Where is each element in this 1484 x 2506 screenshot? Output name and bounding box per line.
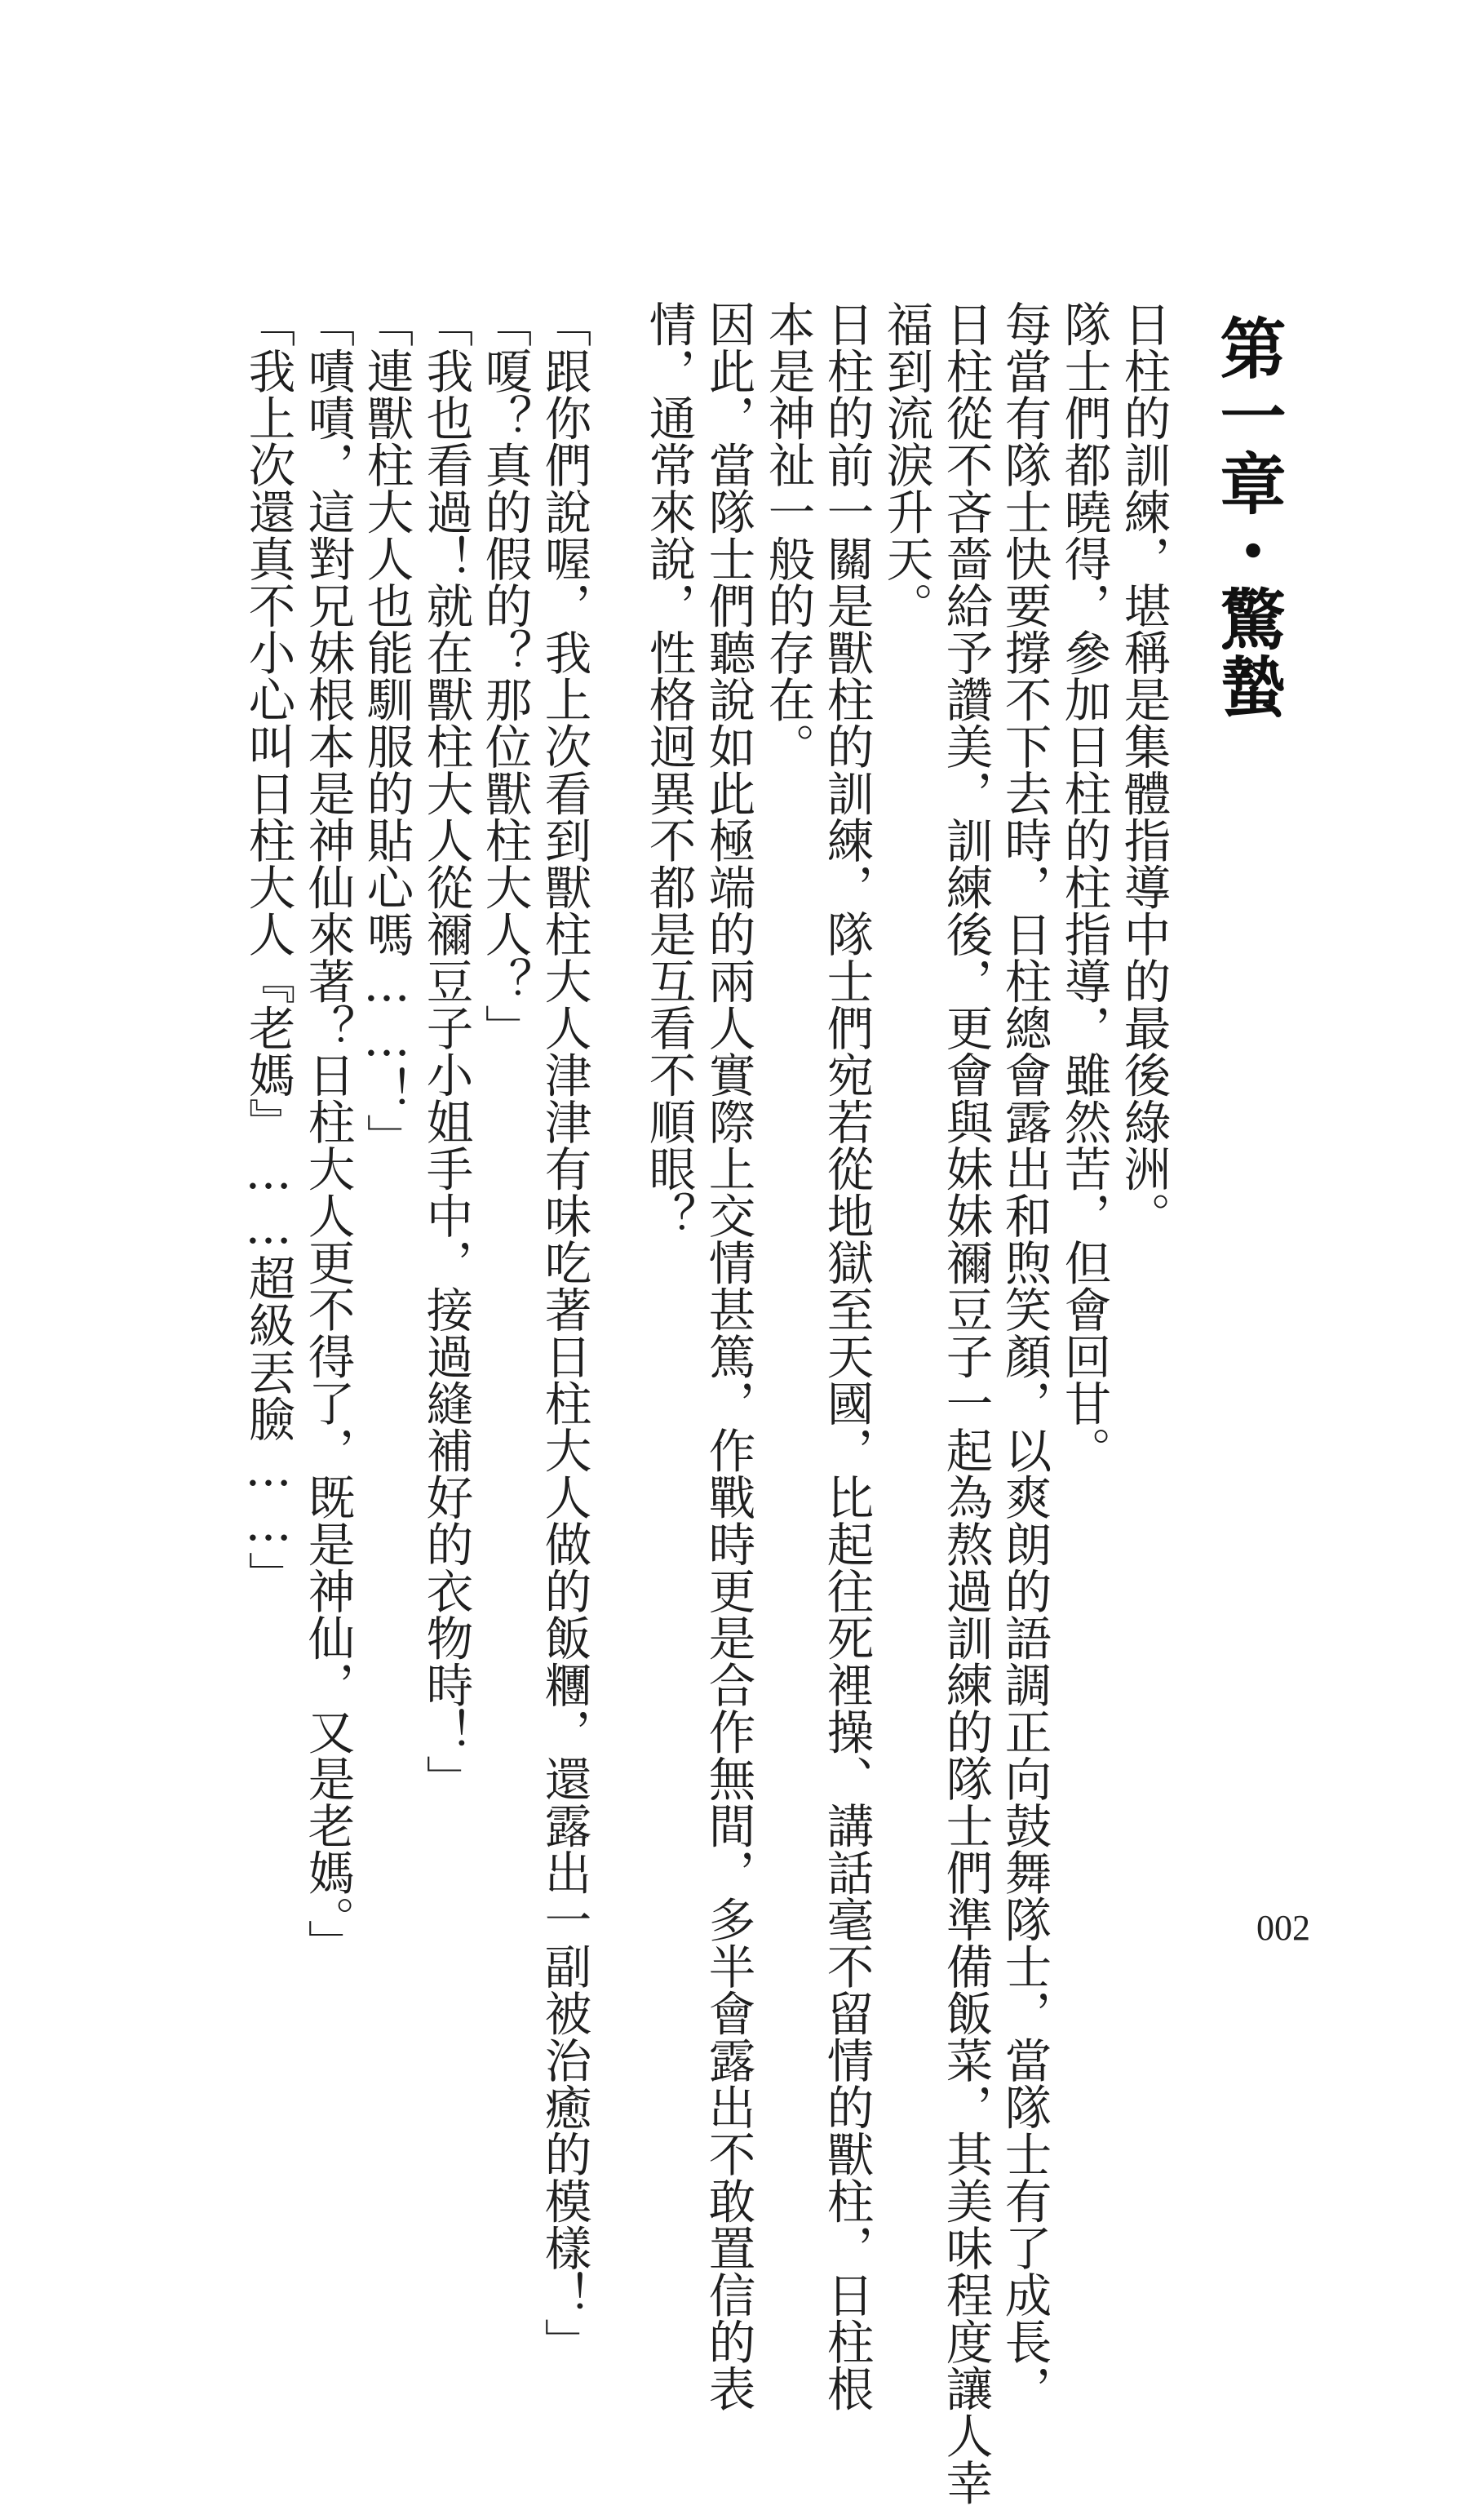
dialogue-line: 「嗄？真的假的？那位獸柱大人？」 [477, 300, 533, 1051]
dialogue-line: 「嘖嘖，這對兄妹根本是神仙來著？日柱大人更不得了，既是神仙，又是老媽。」 [300, 300, 356, 1967]
paragraph-line: 因此，當隊士們聽說如此極端的兩人實際上交情甚篤，作戰時更是合作無間，多半會露出不敢置信的表 [701, 300, 756, 2412]
paragraph-line: 日柱的訓練，堪稱是集體指導中的最後綠洲。 [1116, 300, 1172, 1239]
dialogue-line: 「我也看過！就在獸柱大人從禰豆子小姐手中，接過縫補好的衣物時！」 [419, 300, 474, 1802]
paragraph-line: 隊士們都曉得，參加日柱的柱指導，雖然苦，但會回甘。 [1057, 300, 1112, 1474]
paragraph-line: 每當有隊士快要撐不下去時，日柱總會露出和煦笑顏，以爽朗的語調正向鼓舞隊士，當隊士有了成長， [997, 300, 1052, 2412]
paragraph-line: 日柱從不吝嗇給予讚美，訓練後，更會與妹妹禰豆子一起為熬過訓練的隊士們準備飯菜，其美味程度讓人幸 [938, 300, 994, 2506]
paragraph-line: 情，通常來說，性格迥異不都是互看不順眼？ [641, 300, 697, 1239]
page-number: 002 [1256, 1908, 1310, 1948]
paragraph-line: 日柱的前一關是獸柱的訓練，隊士們宛若從地獄至天國，比起往死裡操、講話毫不留情的獸柱，日柱根 [819, 300, 875, 2412]
paragraph-line: 本是神祉一般的存在。 [760, 300, 816, 770]
dialogue-line: 「跟你們說喔，我上次看到獸柱大人津津有味吃著日柱大人做的飯糰，還露出一副被治癒的模樣！」 [537, 300, 592, 2365]
chapter-title: 第一章・驚蟄 [1209, 314, 1287, 721]
paragraph-line: 福到流淚升天。 [879, 300, 934, 629]
dialogue-line: 「連獸柱大人也能馴服的貼心嗎……！」 [359, 300, 414, 1160]
dialogue-line: 「我上次還真不小心叫日柱大人『老媽』……超級丟臉……」 [241, 300, 296, 1599]
